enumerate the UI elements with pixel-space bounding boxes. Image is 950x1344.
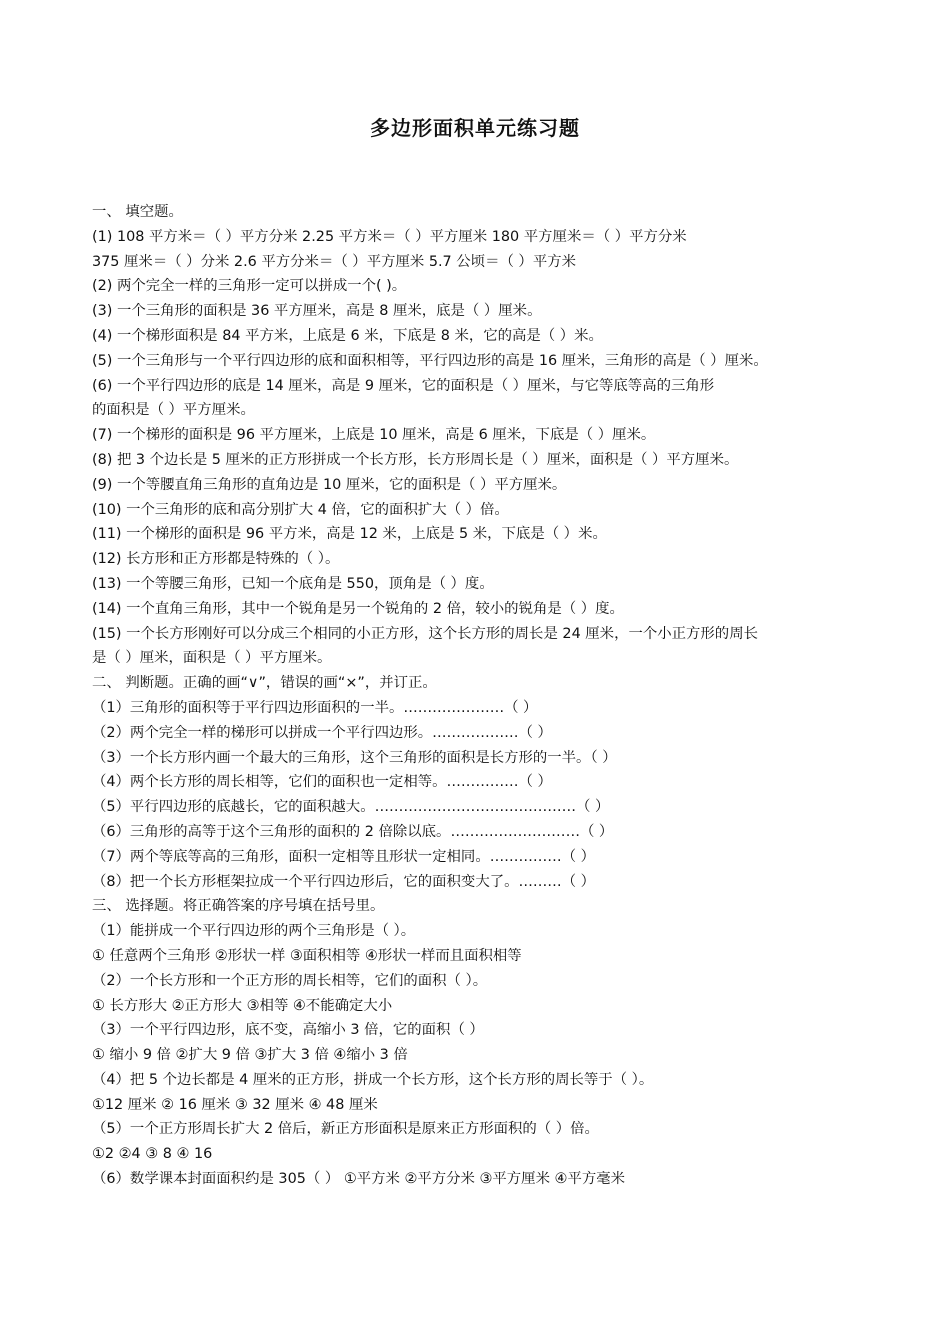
text-line: (5) 一个三角形与一个平行四边形的底和面积相等，平行四边形的高是 16 厘米，三角形的高是（ ）厘米。 (92, 352, 768, 369)
text-line: (3) 一个三角形的面积是 36 平方厘米，高是 8 厘米，底是（ ）厘米。 (92, 303, 542, 320)
text-line: (4) 一个梯形面积是 84 平方米，上底是 6 米，下底是 8 米，它的高是（ ）米。 (92, 327, 603, 344)
text-line: （4）把 5 个边长都是 4 厘米的正方形，拼成一个长方形，这个长方形的周长等于（ ）。 (92, 1071, 654, 1088)
text-line: 二、 判断题。正确的画“∨”，错误的画“×”，并订正。 (92, 675, 437, 692)
text-line: ① 长方形大 ②正方形大 ③相等 ④不能确定大小 (92, 997, 393, 1014)
text-line: （2）一个长方形和一个正方形的周长相等，它们的面积（ ）。 (92, 972, 488, 989)
text-line: （1）能拼成一个平行四边形的两个三角形是（ ）。 (92, 923, 416, 940)
text-line: （7）两个等底等高的三角形，面积一定相等且形状一定相同。……………（ ） (92, 848, 596, 865)
text-line: (2) 两个完全一样的三角形一定可以拼成一个( )。 (92, 278, 407, 295)
text-line: ① 缩小 9 倍 ②扩大 9 倍 ③扩大 3 倍 ④缩小 3 倍 (92, 1047, 408, 1064)
text-line: （2）两个完全一样的梯形可以拼成一个平行四边形。………………（ ） (92, 724, 552, 741)
text-line: （6）数学课本封面面积约是 305（ ） ①平方米 ②平方分米 ③平方厘米 ④平方毫米 (92, 1171, 626, 1188)
text-line: （3）一个平行四边形，底不变，高缩小 3 倍，它的面积（ ） (92, 1022, 484, 1039)
text-line: (15) 一个长方形刚好可以分成三个相同的小正方形，这个长方形的周长是 24 厘米，一个小正方形的周长 (92, 625, 758, 642)
text-line: （4）两个长方形的周长相等，它们的面积也一定相等。……………（ ） (92, 774, 552, 791)
text-line: （5）平行四边形的底越长，它的面积越大。……………………………………（ ） (92, 799, 610, 816)
text-line: ① 任意两个三角形 ②形状一样 ③面积相等 ④形状一样而且面积相等 (92, 947, 522, 964)
text-line: 是（ ）厘米，面积是（ ）平方厘米。 (92, 650, 332, 667)
text-line: (9) 一个等腰直角三角形的直角边是 10 厘米，它的面积是（ ）平方厘米。 (92, 476, 567, 493)
text-line: 的面积是（ ）平方厘米。 (92, 402, 255, 419)
text-line: (10) 一个三角形的底和高分别扩大 4 倍，它的面积扩大（ ）倍。 (92, 501, 509, 518)
text-line: （5）一个正方形周长扩大 2 倍后，新正方形面积是原来正方形面积的（ ）倍。 (92, 1121, 599, 1138)
text-line: 一、 填空题。 (92, 204, 183, 220)
text-line: （1）三角形的面积等于平行四边形面积的一半。…………………（ ） (92, 699, 538, 716)
page-title: 多边形面积单元练习题 (370, 116, 580, 140)
text-line: (11) 一个梯形的面积是 96 平方米，高是 12 米，上底是 5 米，下底是（ ）米。 (92, 526, 607, 543)
text-line: （8）把一个长方形框架拉成一个平行四边形后，它的面积变大了。………（ ） (92, 873, 596, 890)
text-line: (8) 把 3 个边长是 5 厘米的正方形拼成一个长方形，长方形周长是（ ）厘米，面积是（ ）平方厘米。 (92, 451, 739, 468)
text-line: 三、 选择题。将正确答案的序号填在括号里。 (92, 898, 385, 915)
text-line: (12) 长方形和正方形都是特殊的（ ）。 (92, 551, 340, 568)
text-line: （3）一个长方形内画一个最大的三角形，这个三角形的面积是长方形的一半。（ ） (92, 749, 617, 766)
text-line: 375 厘米＝（ ）分米 2.6 平方分米＝（ ）平方厘米 5.7 公顷＝（ ）平方米 (92, 253, 576, 270)
text-line: (7) 一个梯形的面积是 96 平方厘米，上底是 10 厘米，高是 6 厘米，下底是（ ）厘米。 (92, 427, 656, 444)
text-line: (6) 一个平行四边形的底是 14 厘米，高是 9 厘米，它的面积是（ ）厘米，与它等底等高的三角形 (92, 377, 715, 394)
text-line: (1) 108 平方米＝（ ）平方分米 2.25 平方米＝（ ）平方厘米 180 平方厘米＝（ ）平方分米 (92, 228, 687, 245)
text-line: ①12 厘米 ② 16 厘米 ③ 32 厘米 ④ 48 厘米 (92, 1096, 378, 1113)
worksheet-body (92, 200, 882, 1192)
text-line: (14) 一个直角三角形，其中一个锐角是另一个锐角的 2 倍，较小的锐角是（ ）度。 (92, 600, 624, 617)
text-line: (13) 一个等腰三角形，已知一个底角是 550，顶角是（ ）度。 (92, 575, 494, 592)
text-line: ①2 ②4 ③ 8 ④ 16 (92, 1146, 213, 1163)
text-line: （6）三角形的高等于这个三角形的面积的 2 倍除以底。………………………（ ） (92, 823, 614, 840)
